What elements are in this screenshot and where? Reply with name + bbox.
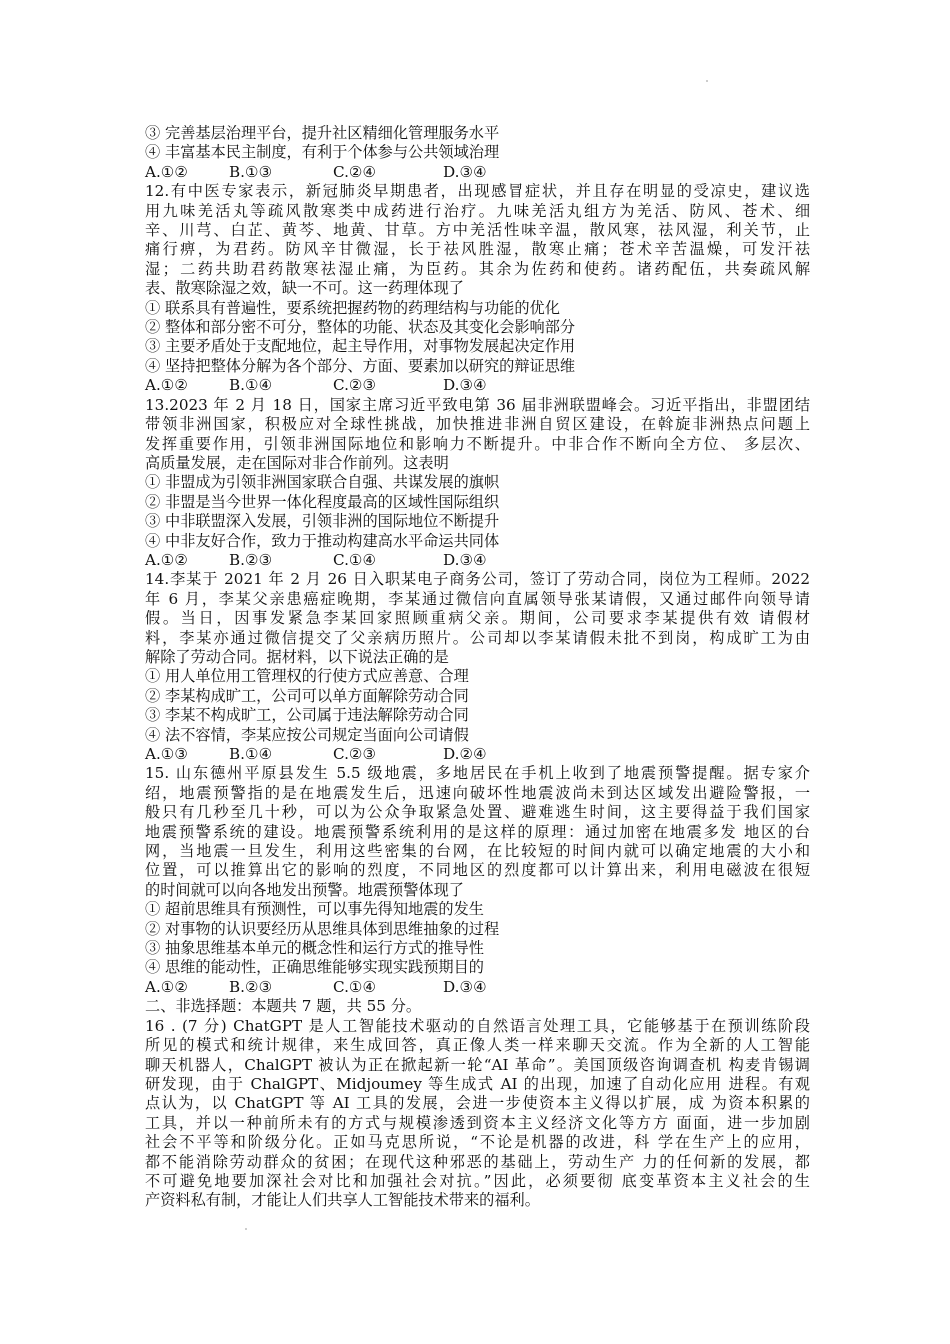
question-stem-line: 产资料私有制，才能让人们共享人工智能技术带来的福利。	[145, 1191, 540, 1210]
question-stem-line: 地震预警系统的建设。地震预警系统利用的是这样的原理：通过加密在地震多发 地区的台	[145, 822, 810, 841]
question-11	[145, 124, 810, 182]
option-d: D.③④	[443, 162, 487, 181]
question-stem-line: 聊天机器人，ChalGPT 被认为正在掀起新一轮“AI 革命”。美国顶级咨询调查机 构麦肯锡调	[145, 1055, 810, 1074]
option-d: D.②④	[443, 745, 487, 763]
option-d: D.③④	[443, 550, 487, 569]
option-c: C.②③	[333, 745, 377, 763]
section-heading: 二、非选择题：本题共 7 题，共 55 分。	[145, 997, 422, 1016]
question-stem-line: 年 6 月，李某父亲患癌症晚期，李某通过微信向直属领导张某请假，又通过邮件向领导请	[145, 589, 810, 608]
statement: ① 联系具有普遍性，要系统把握药物的药理结构与功能的优化	[145, 298, 560, 317]
question-stem-line: 表、散寒除湿之效，缺一不可。这一药理体现了	[145, 279, 464, 298]
question-stem-line: 带领非洲国家，积极应对全球性挑战，加快推进非洲自贸区建设，在斡旋非洲热点问题上	[145, 415, 810, 434]
question-stem-line: 15. 山东德州平原县发生 5.5 级地震，多地居民在手机上收到了地震预警提醒。据专家介	[145, 764, 810, 783]
statement: ④ 法不容情，李某应按公司规定当面向公司请假	[145, 725, 469, 744]
statement: ③ 完善基层治理平台，提升社区精细化管理服务水平	[145, 124, 500, 142]
question-stem-line: 湿；二药共助君药散寒祛湿止痛，为臣药。其余为佐药和使药。诸药配伍，共奏疏风解	[145, 259, 810, 278]
statement: ① 超前思维具有预测性，可以事先得知地震的发生	[145, 900, 484, 919]
statement: ③ 主要矛盾处于支配地位，起主导作用，对事物发展起决定作用	[145, 337, 576, 356]
scan-dot-bottom	[245, 1228, 247, 1230]
answer-options	[145, 745, 810, 764]
statement: ④ 思维的能动性，正确思维能够实现实践预期目的	[145, 958, 484, 977]
question-stem-line: 位置，可以推算出它的影响的烈度，不同地区的烈度都可以计算出来，利用电磁波在很短	[145, 861, 810, 880]
question-stem-line: 不可避免地要加深社会对比和加强社会对抗。”因此，必须要彻 底变革资本主义社会的生	[145, 1171, 810, 1190]
answer-options	[145, 978, 810, 997]
statement: ③ 中非联盟深入发展，引领非洲的国际地位不断提升	[145, 512, 500, 531]
question-12	[145, 182, 810, 395]
option-c: C.①④	[333, 550, 377, 569]
statement: ④ 中非友好合作，致力于推动构建高水平命运共同体	[145, 531, 500, 550]
question-14	[145, 570, 810, 764]
option-c: C.②④	[333, 162, 377, 181]
statement: ② 整体和部分密不可分，整体的功能、状态及其变化会影响部分	[145, 318, 576, 337]
question-stem-line: 用九味羌活丸等疏风散寒类中成药进行治疗。九味羌活丸组方为羌活、防风、苍术、细	[145, 201, 810, 220]
question-stem-line: 点认为，以 ChatGPT 等 AI 工具的发展，会进一步使资本主义得以扩展，成 为资本积累的	[145, 1094, 810, 1113]
answer-options	[145, 551, 810, 570]
statement: ① 非盟成为引领非洲国家联合自强、共谋发展的旗帜	[145, 473, 500, 492]
question-stem-line: 高质量发展，走在国际对非合作前列。这表明	[145, 453, 449, 472]
statement: ② 李某构成旷工，公司可以单方面解除劳动合同	[145, 686, 469, 705]
option-b: B.①④	[229, 376, 273, 395]
question-stem-line: 绍，地震预警指的是在地震发生后，迅速向破坏性地震波尚未到达区域发出避险警报，一	[145, 783, 810, 802]
scan-dot-top	[706, 80, 708, 82]
option-b: B.②③	[229, 550, 273, 569]
question-stem-line: 工具，并以一种前所未有的方式与规模渗透到资本主义经济文化等方方 面面，进一步加剧	[145, 1113, 810, 1132]
question-stem-line: 14.李某于 2021 年 2 月 26 日入职某电子商务公司，签订了劳动合同，岗位为工程师。2022	[145, 570, 810, 589]
question-stem-line: 的时间就可以向各地发出预警。地震预警体现了	[145, 880, 464, 899]
question-stem-line: 痛行痹，为君药。防风辛甘微湿，长于祛风胜湿，散寒止痛；苍术辛苦温燥，可发汗祛	[145, 240, 810, 259]
option-a: A.①③	[145, 745, 189, 763]
option-d: D.③④	[443, 977, 487, 996]
statement: ④ 丰富基本民主制度，有利于个体参与公共领域治理	[145, 143, 500, 162]
option-c: C.②③	[333, 376, 377, 395]
option-a: A.①②	[145, 376, 189, 395]
statement: ② 对事物的认识要经历从思维具体到思维抽象的过程	[145, 919, 500, 938]
question-stem-line: 发挥重要作用，引领非洲国际地位和影响力不断提升。中非合作不断向全方位、 多层次、	[145, 434, 810, 453]
question-stem-line: 假。当日，因事发紧急李某回家照顾重病父亲。期间，公司要求李某提供有效 请假材	[145, 609, 810, 628]
question-stem-line: 16 . (7 分) ChatGPT 是人工智能技术驱动的自然语言处理工具，它能够基于在预训练阶段	[145, 1016, 810, 1035]
question-stem-line: 研发现，由于 ChalGPT、Midjoumey 等生成式 AI 的出现，加速了自动化应用 进程。有观	[145, 1074, 810, 1093]
question-15	[145, 764, 810, 997]
option-d: D.③④	[443, 376, 487, 395]
statement: ③ 李某不构成旷工，公司属于违法解除劳动合同	[145, 706, 469, 725]
question-stem-line: 社会不平等和阶级分化。正如马克思所说，“不论是机器的改进，科 学在生产上的应用，	[145, 1133, 810, 1152]
option-a: A.①②	[145, 550, 189, 569]
question-stem-line: 解除了劳动合同。据材料，以下说法正确的是	[145, 647, 449, 666]
question-stem-line: 12.有中医专家表示，新冠肺炎早期患者，出现感冒症状，并且存在明显的受凉史，建议选	[145, 182, 810, 201]
question-stem-line: 所见的模式和统计规律，来生成回答，真正像人类一样来聊天交流。作为全新的人工智能	[145, 1036, 810, 1055]
option-a: A.①②	[145, 977, 189, 996]
exam-page	[145, 124, 810, 1211]
question-stem-line: 般只有几秒至几十秒，可以为公众争取紧急处置、避难逃生时间，这主要得益于我们国家	[145, 803, 810, 822]
answer-options	[145, 376, 810, 395]
question-13	[145, 396, 810, 571]
statement: ② 非盟是当今世界一体化程度最高的区域性国际组织	[145, 492, 500, 511]
question-stem-line: 料，李某亦通过微信提交了父亲病历照片。公司却以李某请假未批不到岗，构成旷工为由	[145, 628, 810, 647]
statement: ④ 坚持把整体分解为各个部分、方面、要素加以研究的辩证思维	[145, 356, 576, 375]
question-stem-line: 辛、川芎、白芷、黄芩、地黄、甘草。方中羌活性味辛温，散风寒，祛风湿，利关节，止	[145, 221, 810, 240]
statement: ③ 抽象思维基本单元的概念性和运行方式的推导性	[145, 939, 484, 958]
question-stem-line: 网，当地震一旦发生，利用这些密集的台网，在比较短的时间内就可以确定地震的大小和	[145, 842, 810, 861]
option-c: C.①④	[333, 977, 377, 996]
question-stem-line: 都不能消除劳动群众的贫困；在现代这种邪恶的基础上，劳动生产 力的任何新的发展，都	[145, 1152, 810, 1171]
option-b: B.①④	[229, 745, 273, 763]
question-stem-line: 13.2023 年 2 月 18 日，国家主席习近平致电第 36 届非洲联盟峰会。习近平指出，非盟团结	[145, 395, 810, 414]
option-b: B.②③	[229, 977, 273, 996]
question-16	[145, 1017, 810, 1211]
option-b: B.①③	[229, 162, 273, 181]
option-a: A.①②	[145, 162, 189, 181]
statement: ① 用人单位用工管理权的行使方式应善意、合理	[145, 667, 469, 686]
answer-options	[145, 163, 810, 182]
